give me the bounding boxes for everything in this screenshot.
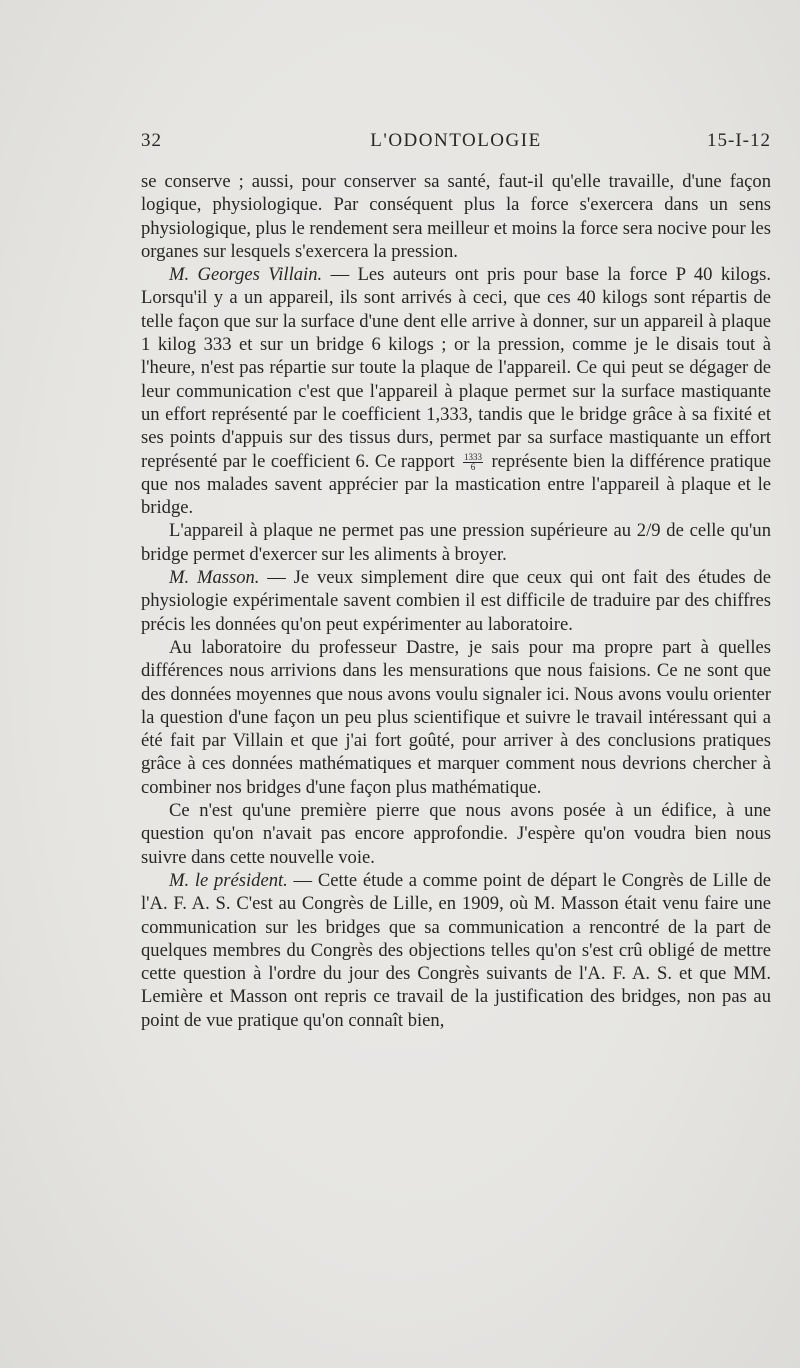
paragraph-text: Ce n'est qu'une première pierre que nous avons posée à un édifice, à une question qu'on n'avait pas encore approfondie. J'espère qu'on voudra bien nous suivre dans cette nouvelle voie. xyxy=(141,800,771,868)
paragraph xyxy=(141,263,771,519)
paragraph-text: représente bien la différence pratique que nos malades savent apprécier par la mastication entre l'appareil à plaque et le bridge. xyxy=(141,450,771,519)
paragraph-text: se conserve ; aussi, pour conserver sa santé, faut-il qu'elle travaille, d'une façon logique, physiologique. Par conséquent plus la force s'exercera dans un sens physiologique, plus le rendement sera meilleur et moins la force sera nocive pour les organes sur lesquels s'exercera la pression. xyxy=(141,171,771,262)
fraction xyxy=(463,453,483,472)
speaker-name: M. Georges Villain. xyxy=(169,264,323,286)
paragraph-text: — Cette étude a comme point de départ le Congrès de Lille de l'A. F. A. S. C'est au Congrès de Lille, en 1909, où M. Masson était venu faire une communication sur les bridges que sa communication a rencontré de la part de quelques membres du Congrès des objections telles qu'on s'est crû obligé de mettre cette question à l'ordre du jour des Congrès suivants de l'A. F. A. S. et que MM. Lemière et Masson ont repris ce travail de la justification des bridges, non pas au point de vue pratique qu'on connaît bien, xyxy=(141,869,772,1031)
journal-title: L'ODONTOLOGIE xyxy=(370,130,542,151)
paragraph-text: Au laboratoire du professeur Dastre, je sais pour ma propre part à quelles différences nous arrivions dans les mensurations que nous faisions. Ce ne sont que des données moyennes que nous avons voulu signaler ici. Nous avons voulu orienter la question d'une façon un peu plus scientifique et suivre le travail intéressant qui a été fait par Villain et que j'ai fort goûté, pour arriver à des conclusions pratiques grâce à ces données mathématiques et marquer comment nous devrions chercher à combiner nos bridges d'une façon plus mathématique. xyxy=(141,636,771,798)
fraction-denominator: 6 xyxy=(470,461,476,472)
paragraph xyxy=(141,869,771,1032)
body-text xyxy=(141,170,771,1032)
paragraph xyxy=(141,799,771,869)
paragraph xyxy=(141,566,771,636)
issue-date: 15-I-12 xyxy=(707,130,771,151)
paragraph xyxy=(141,519,771,566)
speaker-name: M. le président. xyxy=(169,869,288,891)
paragraph xyxy=(141,170,771,263)
paragraph-text: L'appareil à plaque ne permet pas une pression supérieure au 2/9 de celle qu'un bridge permet d'exercer sur les aliments à broyer. xyxy=(141,520,771,565)
speaker-name: M. Masson. xyxy=(169,567,260,589)
paragraph xyxy=(141,636,771,799)
paragraph-text: — Je veux simplement dire que ceux qui ont fait des études de physiologie expérimentale savent combien il est difficile de traduire par des chiffres précis les données qu'on peut expérimenter au laboratoire. xyxy=(141,567,771,635)
fraction-numerator: 1333 xyxy=(464,451,483,462)
paragraph-text: — Les auteurs ont pris pour base la force P 40 kilogs. Lorsqu'il y a un appareil, ils sont arrivés à ceci, que ces 40 kilogs sont répartis de telle façon que sur la surface d'une dent elle arrive à donner, sur un appareil à plaque 1 kilog 333 et sur un bridge 6 kilogs ; or la pression, comme je le disais tout à l'heure, n'est pas répartie sur toute la plaque de l'appareil. Ce qui peut se dégager de leur communication c'est que l'appareil à plaque permet sur la surface mastiquante un effort représenté par le coefficient 1,333, tandis que le bridge grâce à sa fixité et ses points d'appuis sur des tissus durs, permet par sa surface mastiquante un effort représenté par le coefficient 6. Ce rapport xyxy=(141,264,771,472)
page-number: 32 xyxy=(141,130,162,151)
running-header xyxy=(141,130,771,156)
